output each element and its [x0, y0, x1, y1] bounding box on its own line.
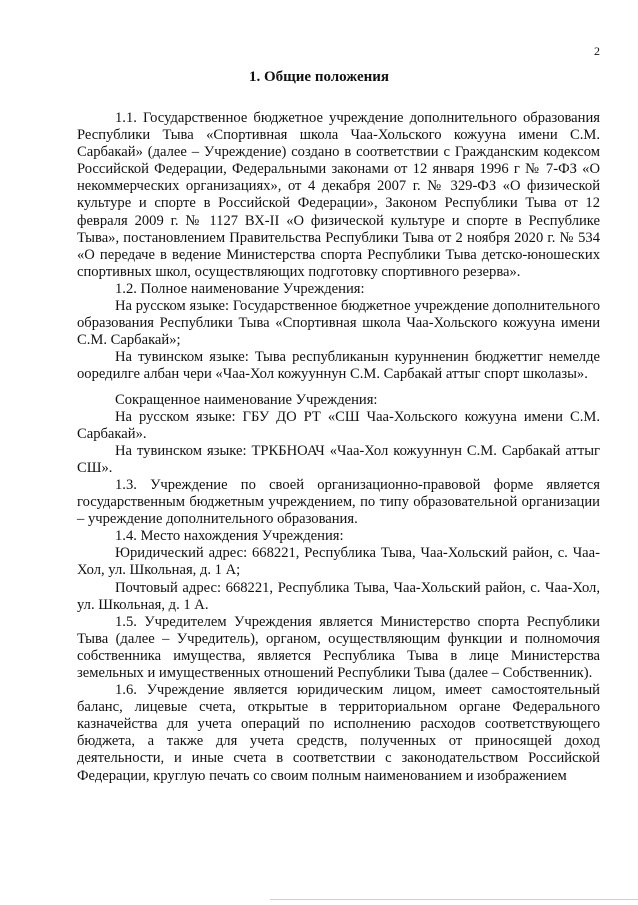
section-title: 1. Общие положения [248, 69, 390, 85]
paragraph-1-3: 1.3. Учреждение по своей организационно-правовой форме является государственным бюджетным учреждением, по типу образовательной организации – учреждение дополнительного образования. [77, 476, 600, 528]
scan-edge-line [270, 899, 638, 900]
paragraph-1-5: 1.5. Учредителем Учреждения является Министерство спорта Республики Тыва (далее – Учредитель), органом, осуществляющим функции и полномочия собственника имущества, является Республика Тыва в лице Министерства земельных и имущественных отношений Республики Тыва (далее – Собственник). [77, 613, 600, 681]
paragraph-short-name-russian: На русском языке: ГБУ ДО РТ «СШ Чаа-Хольского кожууна имени С.М. Сарбакай». [77, 408, 600, 442]
paragraph-1-4-heading: 1.4. Место нахождения Учреждения: [115, 528, 344, 545]
paragraph-full-name-russian: На русском языке: Государственное бюджетное учреждение дополнительного образования Республики Тыва «Спортивная школа Чаа-Хольского кожууна имени С.М. Сарбакай»; [77, 298, 600, 349]
paragraph-legal-address: Юридический адрес: 668221, Республика Тыва, Чаа-Хольский район, с. Чаа-Хол, ул. Школьная, д. 1 А; [77, 545, 600, 579]
paragraph-1-2-heading: 1.2. Полное наименование Учреждения: [115, 280, 365, 297]
page-number: 2 [594, 44, 600, 58]
paragraph-postal-address: Почтовый адрес: 668221, Республика Тыва, Чаа-Хольский район, с. Чаа-Хол, ул. Школьная, д. 1 А. [77, 579, 600, 613]
paragraph-short-name-tuvan: На тувинском языке: ТРКБНОАЧ «Чаа-Хол кожууннун С.М. Сарбакай аттыг СШ». [77, 442, 600, 476]
paragraph-1-6: 1.6. Учреждение является юридическим лицом, имеет самостоятельный баланс, лицевые счета, открытые в территориальном органе Федерального казначейства для учета операций по исполнению расходов соответствующего бюджета, а также для учета средств, полученных от приносящей доход деятельности, и иные счета в соответствии с законодательством Российской Федерации, круглую печать со своим полным наименованием и изображением [77, 682, 600, 784]
paragraph-1-1: 1.1. Государственное бюджетное учреждение дополнительного образования Республики Тыва «Спортивная школа Чаа-Хольского кожууна имени С.М. Сарбакай» (далее – Учреждение) создано в соответствии с Гражданским кодексом Российской Федерации, Федеральными законами от 12 января 1996 г № 7-ФЗ «О некоммерческих организациях», от 4 декабря 2007 г. № 329-ФЗ «О физической культуре и спорте в Российской Федерации», Законом Республики Тыва от 12 февраля 2009 г. № 1127 ВХ-II «О физической культуре и спорте в Республике Тыва», постановлением Правительства Республики Тыва от 2 ноября 2020 г. № 534 «О передаче в ведение Министерства спорта Республики Тыва детско-юношеских спортивных школ, осуществляющих подготовку спортивного резерва». [77, 110, 600, 280]
document-body [77, 110, 600, 785]
paragraph-short-name-heading: Сокращенное наименование Учреждения: [115, 391, 378, 408]
paragraph-full-name-tuvan: На тувинском языке: Тыва республиканын курунненин бюджеттиг немелде ооредилге албан чери «Чаа-Хол кожууннун С.М. Сарбакай аттыг спорт школазы». [77, 349, 600, 383]
